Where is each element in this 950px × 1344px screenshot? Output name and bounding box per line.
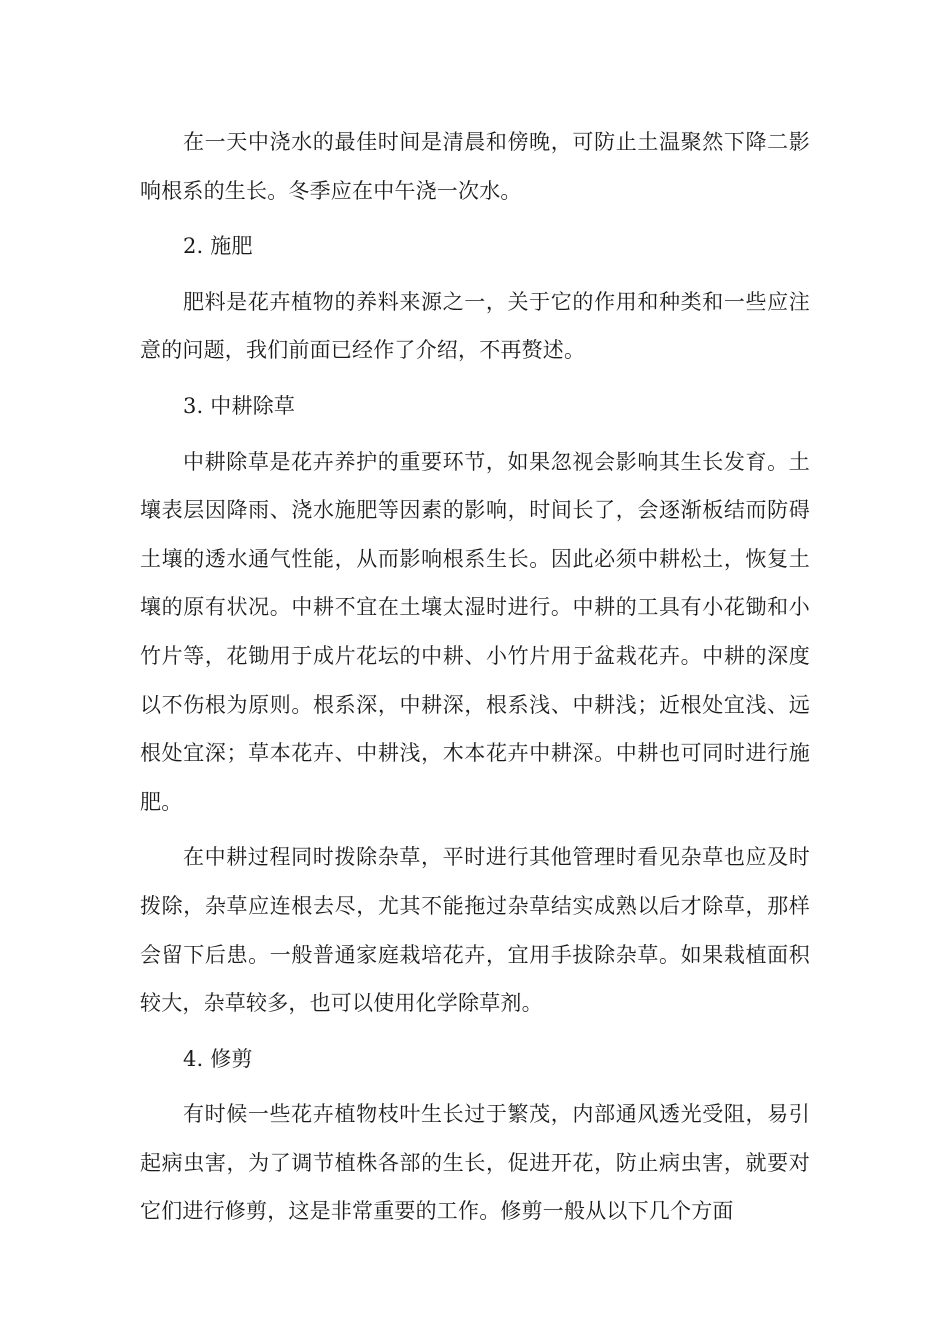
paragraph-pruning: 有时候一些花卉植物枝叶生长过于繁茂，内部通风透光受阻，易引起病虫害，为了调节植株各部的生长，促进开花，防止病虫害，就要对它们进行修剪，这是非常重要的工作。修剪一般从以下几个方面 — [140, 1102, 810, 1224]
section-heading-cultivation-weeding: 3. 中耕除草 — [183, 393, 296, 418]
paragraph-cultivation: 中耕除草是花卉养护的重要环节，如果忽视会影响其生长发育。土壤表层因降雨、浇水施肥等因素的影响，时间长了，会逐渐板结而防碍土壤的透水通气性能，从而影响根系生长。因此必须中耕松土，恢复土壤的原有状况。中耕不宜在土壤太湿时进行。中耕的工具有小花锄和小竹片等，花锄用于成片花坛的中耕、小竹片用于盆栽花卉。中耕的深度以不伤根为原则。根系深，中耕深，根系浅、中耕浅；近根处宜浅、远根处宜深；草本花卉、中耕浅，木本花卉中耕深。中耕也可同时进行施肥。 — [140, 449, 810, 814]
document-page — [140, 118, 810, 1243]
paragraph-fertilizing: 肥料是花卉植物的养料来源之一，关于它的作用和种类和一些应注意的问题，我们前面已经作了介绍，不再赘述。 — [140, 289, 810, 363]
paragraph-weeding: 在中耕过程同时拨除杂草，平时进行其他管理时看见杂草也应及时拨除，杂草应连根去尽，尤其不能拖过杂草结实成熟以后才除草，那样会留下后患。一般普通家庭栽培花卉，宜用手拔除杂草。如果栽植面积较大，杂草较多，也可以使用化学除草剂。 — [140, 845, 810, 1016]
section-heading-pruning: 4. 修剪 — [183, 1046, 253, 1071]
paragraph-watering-time: 在一天中浇水的最佳时间是清晨和傍晚，可防止土温聚然下降二影响根系的生长。冬季应在中午浇一次水。 — [140, 130, 810, 203]
section-heading-fertilizing: 2. 施肥 — [183, 234, 253, 259]
